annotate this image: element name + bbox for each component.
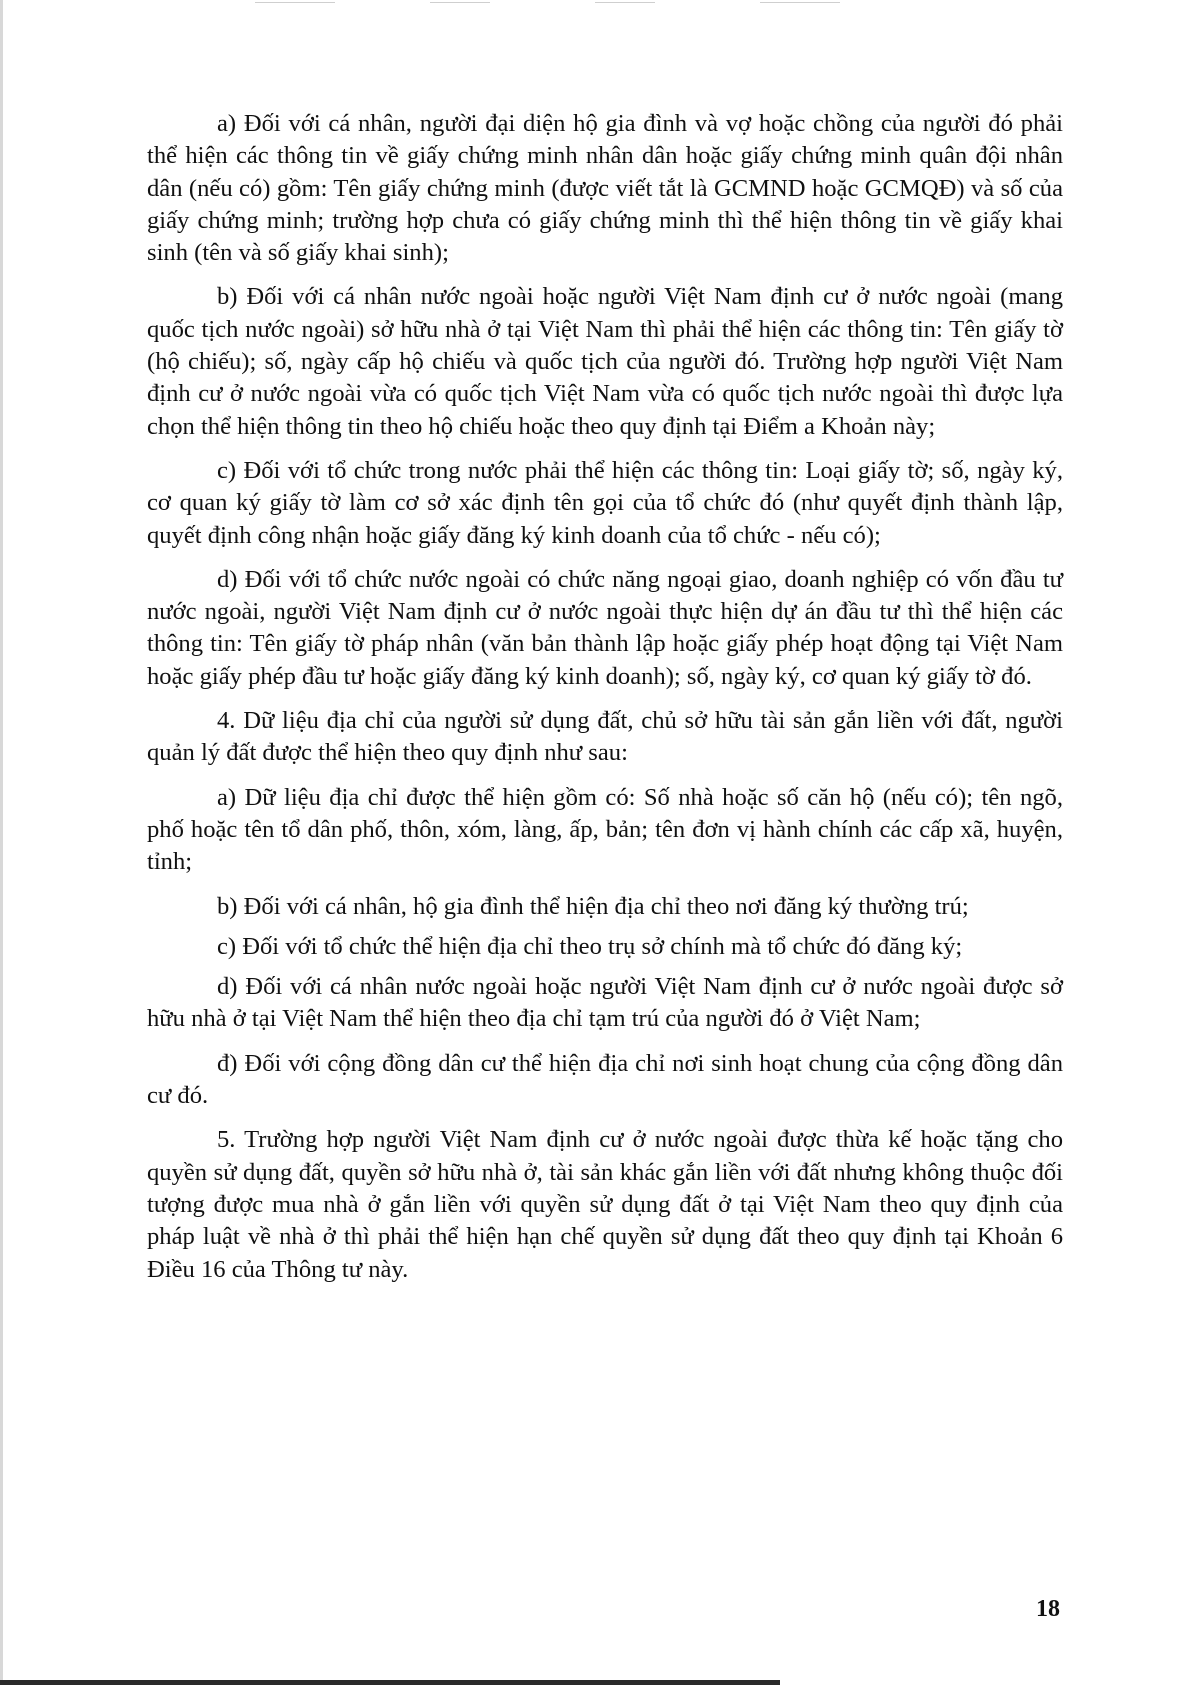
- paragraph-5: 5. Trường hợp người Việt Nam định cư ở nước ngoài được thừa kế hoặc tặng cho quyền sử dụng đất, quyền sở hữu nhà ở, tài sản khác gắn liền với đất nhưng không thuộc đối tượng được mua nhà ở gắn liền với quyền sử dụng đất ở tại Việt Nam theo quy định của pháp luật về nhà ở thì phải thể hiện hạn chế quyền sử dụng đất theo quy định tại Khoản 6 Điều 16 của Thông tư này.: [147, 1126, 1063, 1283]
- paragraph-3c: c) Đối với tổ chức trong nước phải thể hiện các thông tin: Loại giấy tờ; số, ngày ký, cơ quan ký giấy tờ làm cơ sở xác định tên gọi của tổ chức đó (như quyết định thành lập, quyết định công nhận hoặc giấy đăng ký kinh doanh của tổ chức - nếu có);: [147, 456, 1063, 549]
- paragraph-3a: a) Đối với cá nhân, người đại diện hộ gia đình và vợ hoặc chồng của người đó phải thể hiện các thông tin về giấy chứng minh nhân dân hoặc giấy chứng minh quân đội nhân dân (nếu có) gồm: Tên giấy chứng minh (được viết tắt là GCMND hoặc GCMQĐ) và số của giấy chứng minh; trường hợp chưa có giấy chứng minh thì thể hiện thông tin về giấy khai sinh (tên và số giấy khai sinh);: [147, 110, 1063, 267]
- scan-top-mark: [760, 2, 840, 3]
- paragraph-3d: d) Đối với tổ chức nước ngoài có chức năng ngoại giao, doanh nghiệp có vốn đầu tư nước ngoài, người Việt Nam định cư ở nước ngoài thực hiện dự án đầu tư thì thể hiện các thông tin: Tên giấy tờ pháp nhân (văn bản thành lập hoặc giấy phép hoạt động tại Việt Nam hoặc giấy phép đầu tư hoặc giấy đăng ký kinh doanh); số, ngày ký, cơ quan ký giấy tờ đó.: [147, 565, 1063, 690]
- paragraph-4b: b) Đối với cá nhân, hộ gia đình thể hiện địa chỉ theo nơi đăng ký thường trú;: [217, 892, 969, 920]
- scan-top-mark: [430, 2, 490, 3]
- scan-top-mark: [255, 2, 335, 3]
- paragraph-4dd: đ) Đối với cộng đồng dân cư thể hiện địa chỉ nơi sinh hoạt chung của cộng đồng dân cư đó.: [147, 1049, 1063, 1110]
- paragraph-4a: a) Dữ liệu địa chỉ được thể hiện gồm có: Số nhà hoặc số căn hộ (nếu có); tên ngõ, phố hoặc tên tổ dân phố, thôn, xóm, làng, ấp, bản; tên đơn vị hành chính các cấp xã, huyện, tỉnh;: [147, 783, 1063, 876]
- paragraph-3b: b) Đối với cá nhân nước ngoài hoặc người Việt Nam định cư ở nước ngoài (mang quốc tịch nước ngoài) sở hữu nhà ở tại Việt Nam thì phải thể hiện các thông tin: Tên giấy tờ (hộ chiếu); số, ngày cấp hộ chiếu và quốc tịch của người đó. Trường hợp người Việt Nam định cư ở nước ngoài vừa có quốc tịch Việt Nam vừa có quốc tịch nước ngoài thì được lựa chọn thể hiện thông tin theo hộ chiếu hoặc theo quy định tại Điểm a Khoản này;: [147, 283, 1063, 440]
- scan-bottom-edge: [0, 1680, 780, 1685]
- scan-top-mark: [595, 2, 655, 3]
- scan-left-edge: [0, 0, 3, 1685]
- paragraph-4c: c) Đối với tổ chức thể hiện địa chỉ theo trụ sở chính mà tổ chức đó đăng ký;: [217, 932, 963, 960]
- paragraph-4d: d) Đối với cá nhân nước ngoài hoặc người Việt Nam định cư ở nước ngoài được sở hữu nhà ở tại Việt Nam thể hiện theo địa chỉ tạm trú của người đó ở Việt Nam;: [147, 973, 1063, 1033]
- document-body: [147, 108, 1063, 1298]
- page-number: 18: [1036, 1596, 1060, 1622]
- paragraph-4: 4. Dữ liệu địa chỉ của người sử dụng đất, chủ sở hữu tài sản gắn liền với đất, người quản lý đất được thể hiện theo quy định như sau:: [147, 707, 1063, 767]
